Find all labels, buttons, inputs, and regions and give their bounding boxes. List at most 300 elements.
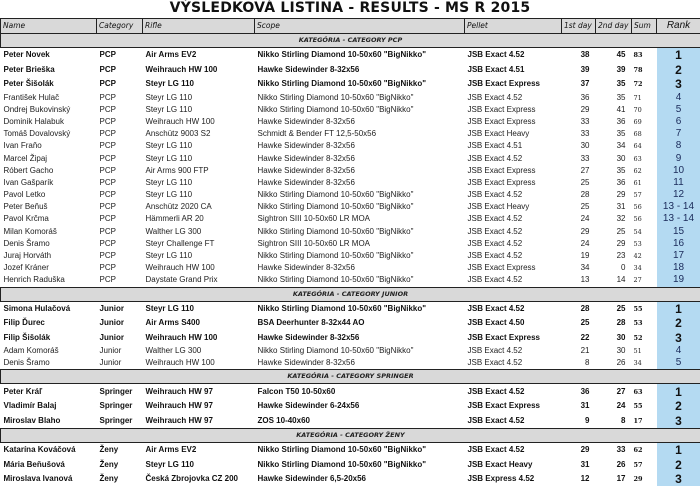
table-row <box>1 77 700 92</box>
cell-day1: 24 <box>580 214 590 224</box>
cell-day2: 35 <box>616 129 626 139</box>
cell-name: Filip Ďurec <box>3 318 45 328</box>
cell-rifle: Steyr Challenge FT <box>145 238 215 248</box>
cell-sum: 78 <box>633 65 643 74</box>
cell-day2: 0 <box>621 263 626 273</box>
page-title: VÝSLEDKOVÁ LISTINA - RESULTS - MS R 2015 <box>169 0 531 16</box>
cell-rank: 17 <box>657 250 700 262</box>
cell-day1: 28 <box>580 190 590 200</box>
cell-sum: 83 <box>633 51 643 60</box>
cell-name: Róbert Gacho <box>3 165 54 175</box>
cell-name: Ivan Gašparík <box>3 177 54 187</box>
cell-rank: 4 <box>657 92 700 104</box>
cell-sum: 72 <box>633 80 643 89</box>
cell-rifle: Steyr LG 110 <box>145 141 193 151</box>
cell-day1: 33 <box>580 153 590 163</box>
cell-day1: 25 <box>580 318 590 328</box>
cell-category: PCP <box>99 129 116 139</box>
cell-day1: 29 <box>580 104 590 114</box>
cell-category: Springer <box>99 386 133 396</box>
column-header-row <box>1 19 700 34</box>
table-row <box>1 399 700 414</box>
cell-rifle: Steyr LG 110 <box>145 92 193 102</box>
cell-scope: Nikko Stirling Diamond 10-50x60 "BigNikko" <box>257 445 427 455</box>
cell-pellet: JSB Exact Express <box>467 332 540 342</box>
cell-category: PCP <box>99 153 116 163</box>
cell-sum: 61 <box>633 178 642 187</box>
cell-rifle: Air Arms 900 FTP <box>145 165 209 175</box>
cell-sum: 63 <box>633 387 643 396</box>
cell-name: Miroslava Ivanová <box>3 474 73 484</box>
cell-day2: 30 <box>616 346 626 356</box>
cell-sum: 62 <box>633 166 642 175</box>
cell-scope: Hawke Sidewinder 8-32x56 <box>257 358 355 368</box>
column-header-sum: Sum <box>632 19 657 34</box>
column-header-day2: 2nd day <box>596 19 632 34</box>
cell-category: PCP <box>99 263 116 273</box>
cell-day2: 35 <box>616 92 626 102</box>
cell-day2: 8 <box>621 415 626 425</box>
cell-rank: 12 <box>657 189 700 201</box>
cell-sum: 56 <box>633 215 642 224</box>
cell-name: Miroslav Blaho <box>3 415 61 425</box>
cell-pellet: JSB Exact Express <box>467 177 536 187</box>
cell-category: PCP <box>99 141 116 151</box>
table-row <box>1 472 700 487</box>
cell-day2: 32 <box>616 214 626 224</box>
column-header-scope: Scope <box>255 19 465 34</box>
cell-day2: 33 <box>616 445 626 455</box>
cell-name: Katarína Kováčová <box>3 445 76 455</box>
cell-sum: 34 <box>633 264 642 273</box>
results-body <box>1 34 700 487</box>
cell-pellet: JSB Exact 4.51 <box>467 64 525 74</box>
cell-rifle: Steyr LG 110 <box>145 459 194 469</box>
cell-rank: 1 <box>657 384 700 399</box>
cell-sum: 17 <box>633 416 643 425</box>
cell-sum: 42 <box>633 252 642 261</box>
cell-scope: Schmidt & Bender FT 12,5-50x56 <box>257 129 377 139</box>
cell-pellet: JSB Exact 4.52 <box>467 92 523 102</box>
cell-rifle: Steyr LG 110 <box>145 303 194 313</box>
cell-category: Ženy <box>99 474 119 484</box>
cell-pellet: JSB Exact Express <box>467 104 536 114</box>
cell-rank: 11 <box>657 177 700 189</box>
results-sheet <box>0 18 700 486</box>
cell-rifle: Walther LG 300 <box>145 346 202 356</box>
cell-rank: 3 <box>657 472 700 487</box>
cell-day1: 28 <box>580 303 590 313</box>
cell-day1: 33 <box>580 116 590 126</box>
cell-category: PCP <box>99 226 116 236</box>
cell-scope: Hawke Sidewinder 6-24x56 <box>257 401 360 411</box>
cell-day1: 39 <box>580 64 590 74</box>
cell-category: Ženy <box>99 445 119 455</box>
cell-rank: 3 <box>657 331 700 346</box>
cell-pellet: JSB Exact 4.52 <box>467 226 523 236</box>
cell-scope: Hawke Sidewinder 8-32x56 <box>257 141 355 151</box>
cell-scope: Nikko Stirling Diamond 10-50x60 "BigNikko" <box>257 459 427 469</box>
cell-day1: 29 <box>580 226 590 236</box>
cell-scope: Hawke Sidewinder 6,5-20x56 <box>257 474 366 484</box>
cell-rank: 15 <box>657 226 700 238</box>
cell-pellet: JSB Exact 4.52 <box>467 415 525 425</box>
cell-sum: 68 <box>633 130 642 139</box>
category-heading: KATEGÓRIA - CATEGORY JUNIOR <box>1 287 700 301</box>
cell-category: PCP <box>99 50 116 60</box>
cell-scope: Hawke Sidewinder 8-32x56 <box>257 64 360 74</box>
cell-day2: 26 <box>616 358 626 368</box>
cell-scope: Hawke Sidewinder 8-32x56 <box>257 165 355 175</box>
cell-rifle: Weihrauch HW 100 <box>145 116 215 126</box>
cell-rifle: Walther LG 300 <box>145 226 202 236</box>
cell-day2: 41 <box>616 104 626 114</box>
column-header-rifle: Rifle <box>143 19 255 34</box>
cell-day1: 30 <box>580 141 590 151</box>
cell-scope: Hawke Sidewinder 8-32x56 <box>257 116 355 126</box>
cell-pellet: JSB Exact 4.52 <box>467 214 523 224</box>
category-heading-row <box>1 428 700 442</box>
cell-rifle: Air Arms S400 <box>145 318 200 328</box>
cell-rank: 1 <box>657 301 700 316</box>
cell-rank: 9 <box>657 152 700 164</box>
cell-scope: Hawke Sidewinder 8-32x56 <box>257 332 360 342</box>
cell-rank: 6 <box>657 116 700 128</box>
table-row <box>1 116 700 128</box>
cell-day1: 24 <box>580 238 590 248</box>
cell-pellet: JSB Exact 4.50 <box>467 318 525 328</box>
table-row <box>1 262 700 274</box>
cell-rank: 13 - 14 <box>657 213 700 225</box>
cell-scope: Nikko Stirling Diamond 10-50x60 "BigNikko" <box>257 275 414 285</box>
cell-rifle: Steyr LG 110 <box>145 79 194 89</box>
cell-rank: 2 <box>657 316 700 331</box>
cell-day1: 33 <box>580 129 590 139</box>
cell-rifle: Weihrauch HW 100 <box>145 64 218 74</box>
cell-pellet: JSB Exact 4.52 <box>467 275 523 285</box>
cell-name: Peter Beňuš <box>3 202 48 212</box>
cell-scope: Nikko Stirling Diamond 10-50x60 "BigNikko" <box>257 92 414 102</box>
cell-rank: 16 <box>657 238 700 250</box>
cell-category: PCP <box>99 79 116 89</box>
cell-rank: 5 <box>657 357 700 370</box>
cell-pellet: JSB Exact 4.52 <box>467 190 523 200</box>
cell-sum: 55 <box>633 402 643 411</box>
cell-scope: Sightron SIII 10-50x60 LR MOA <box>257 214 370 224</box>
cell-day1: 9 <box>585 415 590 425</box>
column-header-day1: 1st day <box>562 19 596 34</box>
cell-scope: Hawke Sidewinder 8-32x56 <box>257 153 355 163</box>
cell-sum: 57 <box>633 460 643 469</box>
cell-pellet: JSB Exact 4.52 <box>467 386 525 396</box>
table-row <box>1 331 700 346</box>
cell-pellet: JSB Exact Express <box>467 165 536 175</box>
cell-name: Pavol Krčma <box>3 214 49 224</box>
cell-day1: 8 <box>585 358 590 368</box>
column-header-rank: Rank <box>657 19 700 34</box>
cell-name: Juraj Horváth <box>3 251 52 261</box>
cell-scope: Nikko Stirling Diamond 10-50x60 "BigNikko" <box>257 303 427 313</box>
cell-name: Jozef Kráner <box>3 263 49 273</box>
cell-day2: 14 <box>616 275 626 285</box>
cell-sum: 55 <box>633 304 643 313</box>
cell-pellet: JSB Exact Heavy <box>467 202 530 212</box>
cell-day1: 13 <box>580 275 590 285</box>
cell-rank: 2 <box>657 457 700 472</box>
category-heading: KATEGÓRIA - CATEGORY ŽENY <box>1 428 700 442</box>
cell-pellet: JSB Exact Express <box>467 79 540 89</box>
cell-day1: 29 <box>580 445 590 455</box>
cell-day2: 36 <box>616 116 626 126</box>
category-heading-row <box>1 370 700 384</box>
cell-day2: 25 <box>616 226 626 236</box>
cell-day2: 36 <box>616 177 626 187</box>
table-row <box>1 316 700 331</box>
cell-pellet: JSB Exact Express <box>467 401 540 411</box>
cell-category: PCP <box>99 202 116 212</box>
table-row <box>1 63 700 78</box>
cell-category: PCP <box>99 238 116 248</box>
cell-pellet: JSB Exact 4.52 <box>467 238 523 248</box>
cell-scope: Nikko Stirling Diamond 10-50x60 "BigNikko" <box>257 346 414 356</box>
cell-day2: 29 <box>616 238 626 248</box>
cell-name: Denis Šramo <box>3 358 50 368</box>
table-row <box>1 152 700 164</box>
cell-scope: Hawke Sidewinder 8-32x56 <box>257 263 355 273</box>
cell-rifle: Steyr LG 110 <box>145 104 193 114</box>
cell-day2: 27 <box>616 386 626 396</box>
cell-name: Marcel Žipaj <box>3 153 48 163</box>
cell-day1: 36 <box>580 92 590 102</box>
cell-day2: 35 <box>616 165 626 175</box>
cell-sum: 29 <box>633 475 643 484</box>
cell-name: Henrich Raduška <box>3 275 65 285</box>
cell-category: Junior <box>99 318 124 328</box>
cell-pellet: JSB Exact Express <box>467 116 536 126</box>
cell-category: PCP <box>99 190 116 200</box>
cell-rank: 18 <box>657 262 700 274</box>
cell-day2: 39 <box>616 64 626 74</box>
cell-name: Pavol Letko <box>3 190 46 200</box>
table-row <box>1 128 700 140</box>
cell-sum: 69 <box>633 117 642 126</box>
table-row <box>1 189 700 201</box>
cell-scope: Nikko Stirling Diamond 10-50x60 "BigNikko" <box>257 50 427 60</box>
cell-day2: 45 <box>616 50 626 60</box>
cell-day2: 24 <box>616 401 626 411</box>
cell-day2: 30 <box>616 332 626 342</box>
cell-day1: 22 <box>580 332 590 342</box>
cell-rifle: Weihrauch HW 97 <box>145 415 213 425</box>
cell-pellet: JSB Exact 4.52 <box>467 303 525 313</box>
cell-name: Milan Komoráš <box>3 226 57 236</box>
cell-sum: 64 <box>633 142 642 151</box>
cell-scope: Nikko Stirling Diamond 10-50x60 "BigNikko" <box>257 202 414 212</box>
cell-sum: 51 <box>633 347 642 356</box>
cell-day1: 34 <box>580 263 590 273</box>
cell-name: Tomáš Dovalovský <box>3 129 71 139</box>
cell-day2: 26 <box>616 459 626 469</box>
table-row <box>1 213 700 225</box>
cell-rank: 19 <box>657 274 700 287</box>
cell-name: František Hulač <box>3 92 60 102</box>
table-row <box>1 357 700 370</box>
cell-rifle: Steyr LG 110 <box>145 153 193 163</box>
cell-pellet: JSB Exact 4.52 <box>467 358 523 368</box>
cell-scope: Sightron SIII 10-50x60 LR MOA <box>257 238 370 248</box>
cell-category: PCP <box>99 64 116 74</box>
cell-day1: 27 <box>580 165 590 175</box>
cell-name: Peter Novek <box>3 50 50 60</box>
cell-rifle: Anschütz 9003 S2 <box>145 129 211 139</box>
table-row <box>1 301 700 316</box>
table-row <box>1 226 700 238</box>
cell-sum: 34 <box>633 359 642 368</box>
cell-rifle: Weihrauch HW 100 <box>145 263 215 273</box>
cell-pellet: JSB Exact 4.52 <box>467 153 523 163</box>
cell-name: Peter Brieška <box>3 64 55 74</box>
cell-name: Denis Šramo <box>3 238 50 248</box>
category-heading: KATEGÓRIA - CATEGORY SPRINGER <box>1 370 700 384</box>
cell-day1: 31 <box>580 459 590 469</box>
cell-sum: 53 <box>633 319 643 328</box>
cell-rifle: Česká Zbrojovka CZ 200 <box>145 474 238 484</box>
table-row <box>1 457 700 472</box>
cell-rank: 7 <box>657 128 700 140</box>
cell-scope: BSA Deerhunter 8-32x44 AO <box>257 318 365 328</box>
cell-rank: 1 <box>657 442 700 457</box>
cell-sum: 63 <box>633 154 642 163</box>
category-heading: KATEGÓRIA - CATEGORY PCP <box>1 34 700 48</box>
column-header-pellet: Pellet <box>465 19 562 34</box>
cell-sum: 71 <box>633 93 642 102</box>
cell-rank: 10 <box>657 165 700 177</box>
cell-category: Junior <box>99 303 124 313</box>
cell-name: Peter Šišolák <box>3 79 54 89</box>
results-table <box>0 18 700 486</box>
cell-rank: 8 <box>657 140 700 152</box>
cell-rifle: Weihrauch HW 100 <box>145 358 215 368</box>
cell-category: PCP <box>99 251 116 261</box>
cell-sum: 62 <box>633 446 643 455</box>
cell-rank: 2 <box>657 63 700 78</box>
cell-day1: 38 <box>580 50 590 60</box>
table-row <box>1 413 700 428</box>
cell-scope: Falcon T50 10-50x60 <box>257 386 336 396</box>
cell-category: PCP <box>99 177 116 187</box>
cell-scope: Nikko Stirling Diamond 10-50x60 "BigNikko" <box>257 104 414 114</box>
cell-rifle: Weihrauch HW 100 <box>145 332 218 342</box>
cell-rifle: Weihrauch HW 97 <box>145 386 213 396</box>
cell-pellet: JSB Exact Heavy <box>467 129 530 139</box>
table-row <box>1 48 700 63</box>
cell-day1: 25 <box>580 202 590 212</box>
cell-scope: ZOS 10-40x60 <box>257 415 310 425</box>
cell-category: Junior <box>99 358 122 368</box>
cell-pellet: JSB Exact 4.52 <box>467 50 525 60</box>
category-heading-row <box>1 287 700 301</box>
cell-rank: 2 <box>657 399 700 414</box>
table-row <box>1 345 700 357</box>
cell-name: Peter Kráľ <box>3 386 43 396</box>
table-row <box>1 177 700 189</box>
cell-rifle: Steyr LG 110 <box>145 177 193 187</box>
cell-rifle: Air Arms EV2 <box>145 50 197 60</box>
cell-sum: 57 <box>633 191 642 200</box>
table-row <box>1 104 700 116</box>
cell-day1: 21 <box>580 346 590 356</box>
cell-day2: 31 <box>616 202 626 212</box>
cell-name: Dominik Halabuk <box>3 116 64 126</box>
cell-sum: 54 <box>633 227 642 236</box>
cell-category: PCP <box>99 104 116 114</box>
cell-category: Ženy <box>99 459 119 469</box>
cell-rank: 1 <box>657 48 700 63</box>
category-heading-row <box>1 34 700 48</box>
cell-sum: 56 <box>633 203 642 212</box>
cell-rifle: Steyr LG 110 <box>145 251 193 261</box>
cell-day2: 35 <box>616 79 626 89</box>
cell-rank: 13 - 14 <box>657 201 700 213</box>
cell-name: Filip Šišolák <box>3 332 51 342</box>
cell-rifle: Daystate Grand Prix <box>145 275 218 285</box>
cell-category: Springer <box>99 415 133 425</box>
cell-pellet: JSB Exact 4.52 <box>467 251 523 261</box>
cell-pellet: JSB Exact Express <box>467 263 536 273</box>
table-row <box>1 442 700 457</box>
table-row <box>1 165 700 177</box>
cell-pellet: JSB Exact 4.52 <box>467 346 523 356</box>
cell-category: Junior <box>99 346 122 356</box>
cell-day1: 36 <box>580 386 590 396</box>
cell-day2: 28 <box>616 318 626 328</box>
table-row <box>1 238 700 250</box>
cell-name: Adam Komoráš <box>3 346 59 356</box>
cell-day1: 31 <box>580 401 590 411</box>
cell-name: Simona Hulačová <box>3 303 71 313</box>
cell-category: PCP <box>99 116 116 126</box>
cell-day1: 37 <box>580 79 590 89</box>
cell-day2: 29 <box>616 190 626 200</box>
cell-rank: 5 <box>657 104 700 116</box>
cell-day2: 34 <box>616 141 626 151</box>
cell-pellet: JSB Express 4.52 <box>467 474 535 484</box>
cell-day2: 25 <box>616 303 626 313</box>
cell-day2: 17 <box>616 474 626 484</box>
cell-category: PCP <box>99 214 116 224</box>
cell-scope: Nikko Stirling Diamond 10-50x60 "BigNikko" <box>257 251 414 261</box>
cell-day1: 12 <box>580 474 590 484</box>
cell-sum: 70 <box>633 105 642 114</box>
column-header-category: Category <box>97 19 143 34</box>
cell-category: Springer <box>99 401 133 411</box>
table-row <box>1 384 700 399</box>
cell-rifle: Air Arms EV2 <box>145 445 197 455</box>
cell-rank: 4 <box>657 345 700 357</box>
cell-scope: Hawke Sidewinder 8-32x56 <box>257 177 355 187</box>
table-row <box>1 140 700 152</box>
cell-rifle: Steyr LG 110 <box>145 190 193 200</box>
cell-name: Ondrej Bukovinský <box>3 104 71 114</box>
cell-scope: Nikko Stirling Diamond 10-50x60 "BigNikko" <box>257 79 427 89</box>
cell-rifle: Hämmerli AR 20 <box>145 214 204 224</box>
cell-day2: 30 <box>616 153 626 163</box>
cell-category: PCP <box>99 165 116 175</box>
cell-pellet: JSB Exact 4.52 <box>467 445 525 455</box>
cell-sum: 53 <box>633 239 642 248</box>
cell-category: Junior <box>99 332 124 342</box>
cell-rifle: Anschütz 2020 CA <box>145 202 212 212</box>
